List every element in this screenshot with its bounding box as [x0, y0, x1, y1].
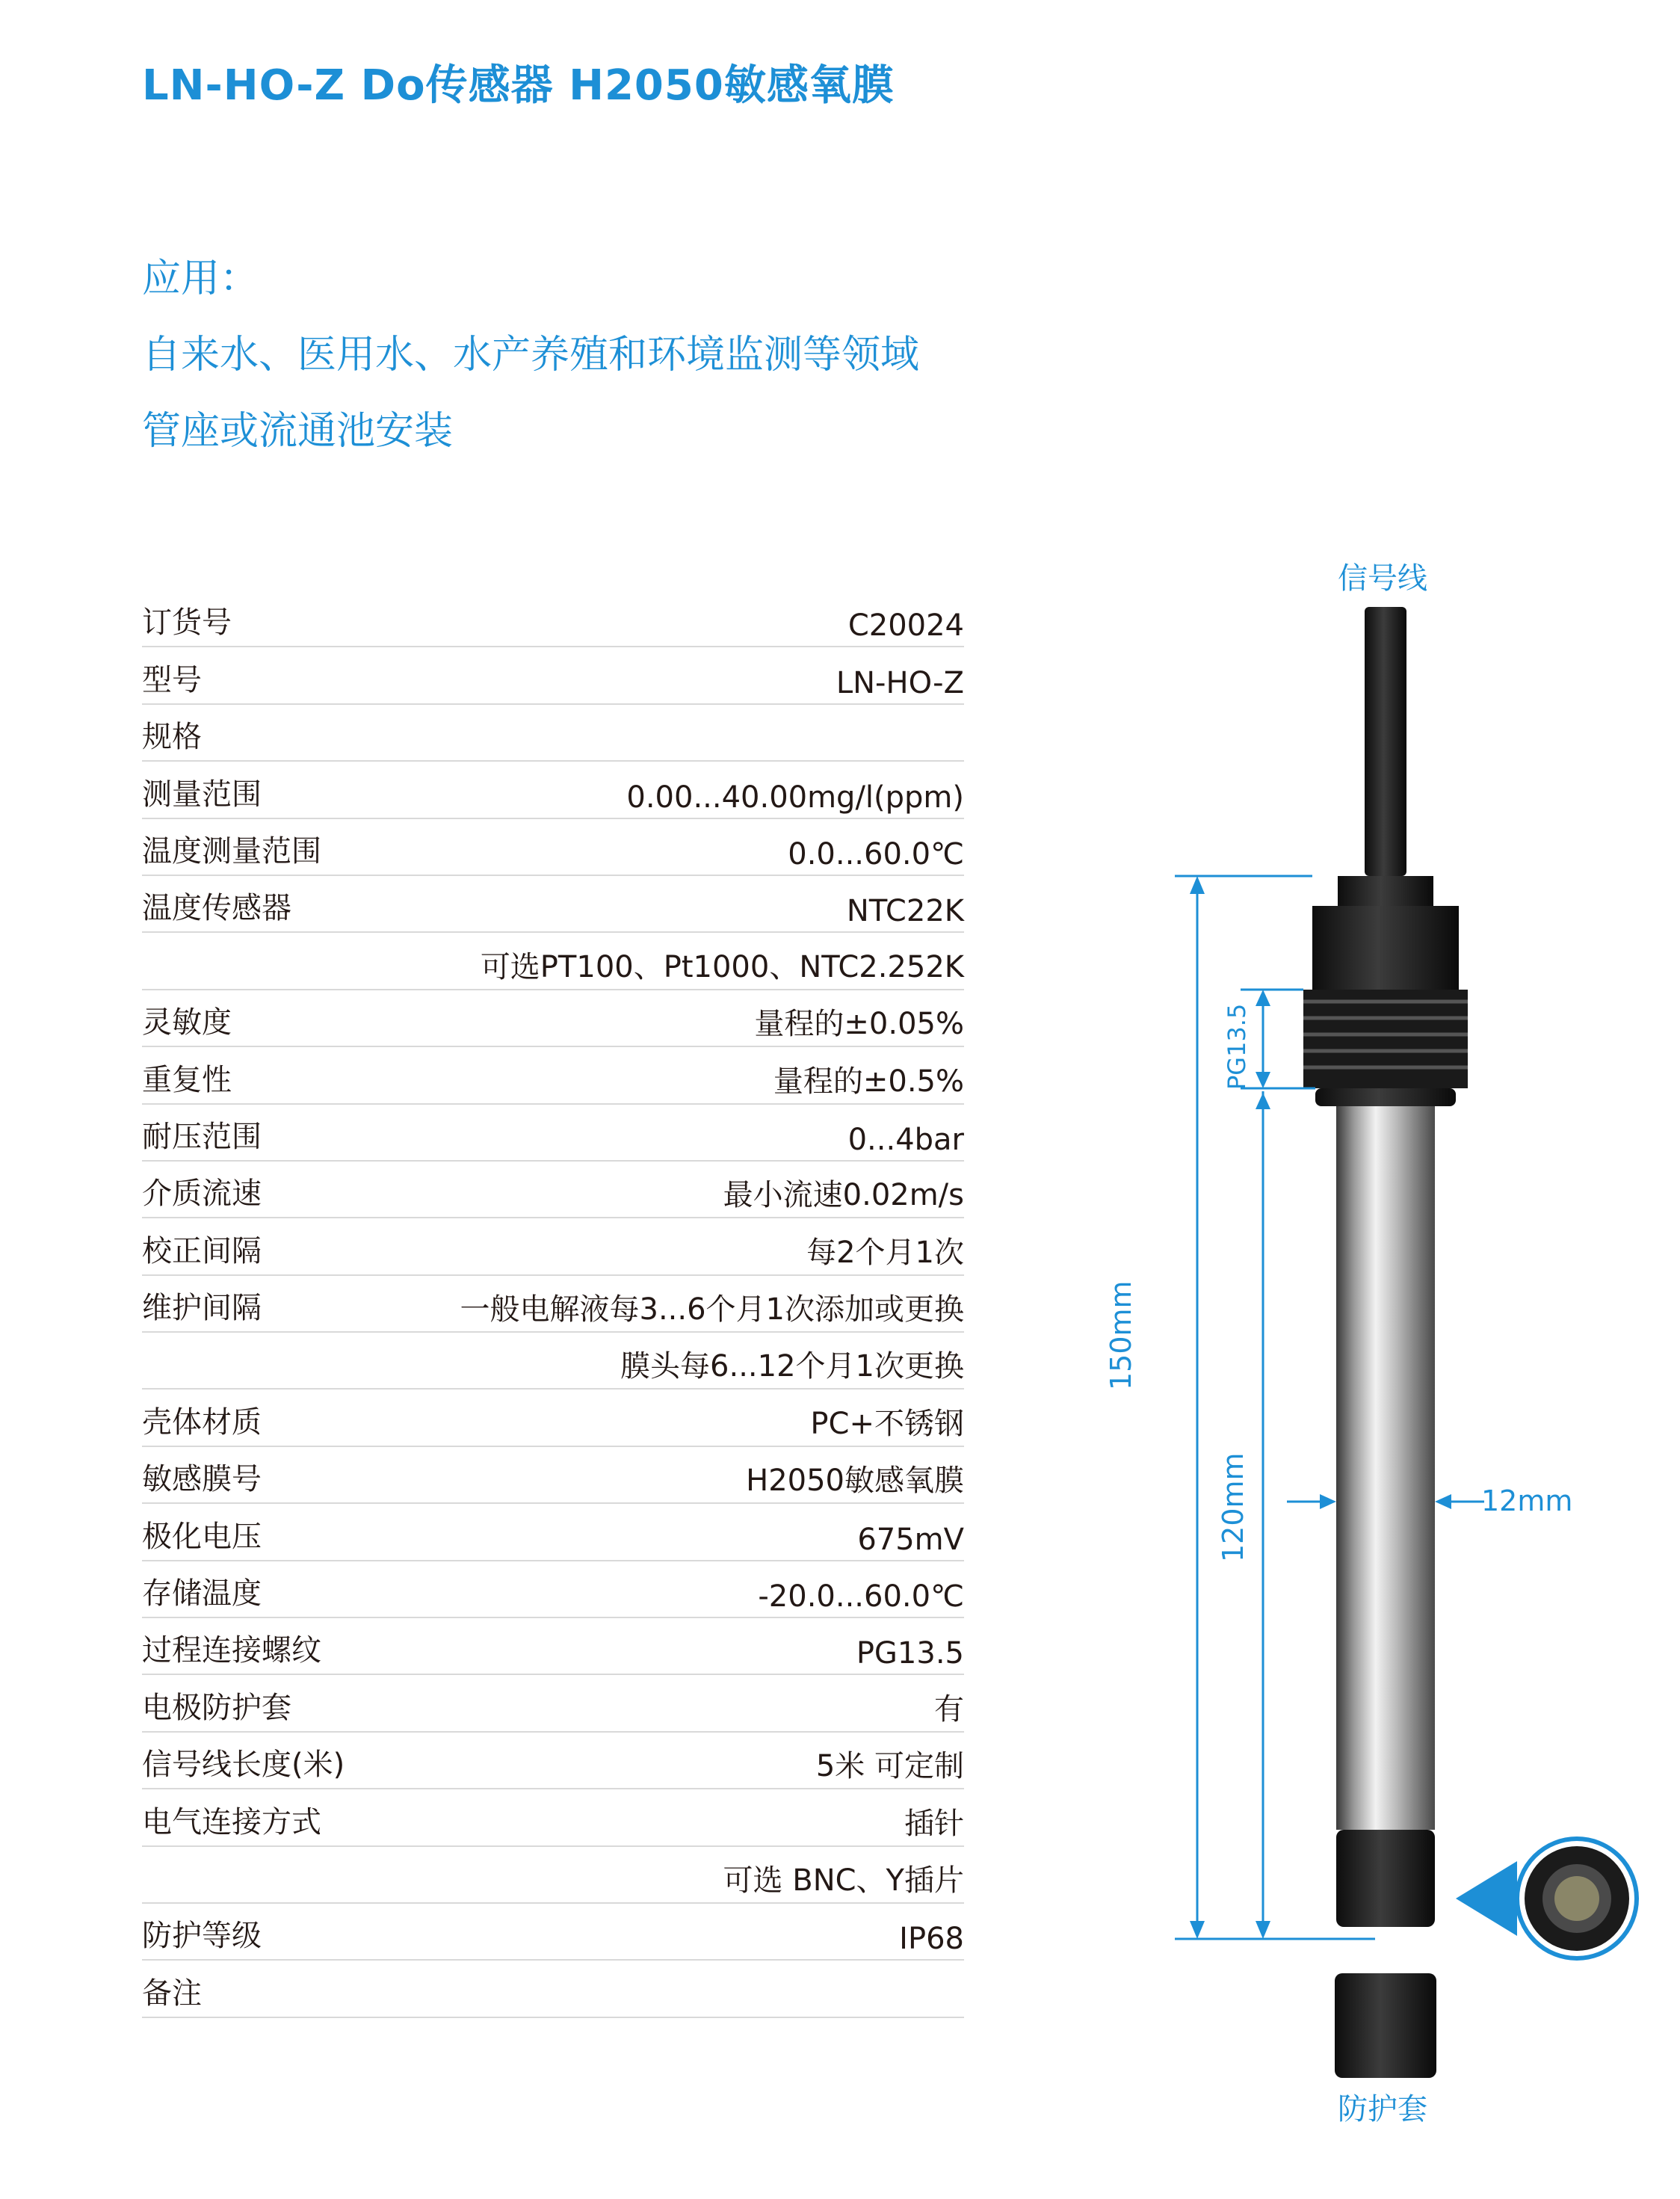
spec-key: 敏感膜号	[142, 1462, 262, 1497]
spec-value: 0...4bar	[847, 1122, 964, 1157]
signal-cable	[1365, 607, 1406, 876]
spec-value: 有	[934, 1691, 964, 1727]
spec-value: 675mV	[857, 1522, 964, 1557]
spec-value: 0.0...60.0℃	[788, 836, 964, 872]
spec-key: 规格	[142, 720, 202, 755]
spec-key: 重复性	[142, 1062, 232, 1097]
page-title: LN-HO-Z Do传感器 H2050敏感氧膜	[142, 61, 895, 110]
spec-value: 量程的±0.05%	[754, 1007, 964, 1042]
spec-key: 电气连接方式	[142, 1804, 321, 1839]
spec-value: C20024	[847, 608, 964, 644]
diameter-label: 12mm	[1481, 1484, 1573, 1517]
spec-value: 每2个月1次	[806, 1235, 964, 1270]
spec-value: NTC22K	[846, 894, 964, 929]
spec-key: 信号线长度(米)	[142, 1748, 345, 1783]
spec-value: 膜头每6...12个月1次更换	[620, 1349, 964, 1384]
application-heading: 应用：	[142, 256, 259, 301]
spec-key: 过程连接螺纹	[142, 1633, 321, 1668]
spec-key: 测量范围	[142, 777, 262, 812]
spec-value: H2050敏感氧膜	[746, 1464, 964, 1499]
spec-key: 维护间隔	[142, 1291, 262, 1326]
membrane-detail	[1456, 1839, 1637, 1958]
signal-wire-label: 信号线	[1338, 561, 1427, 596]
application-line-2: 管座或流通池安装	[142, 409, 454, 454]
spec-value: 可选 BNC、Y插片	[723, 1863, 964, 1898]
spec-value: 量程的±0.5%	[773, 1064, 964, 1099]
hex-nut	[1312, 906, 1459, 990]
thread	[1303, 990, 1468, 1088]
steel-shaft	[1336, 1106, 1435, 1830]
spec-value: -20.0...60.0℃	[758, 1579, 964, 1614]
spec-key: 校正间隔	[142, 1233, 262, 1268]
spec-key: 备注	[142, 1976, 202, 2011]
spec-value: 插针	[904, 1806, 964, 1841]
spec-value: PC+不锈钢	[810, 1406, 964, 1441]
thread-label: PG13.5	[1223, 1003, 1251, 1090]
spec-key: 温度传感器	[142, 891, 291, 926]
spec-value: 可选PT100、Pt1000、NTC2.252K	[480, 949, 964, 984]
spec-value: 一般电解液每3...6个月1次添加或更换	[460, 1292, 964, 1327]
membrane-head	[1336, 1830, 1435, 1927]
spec-value: 最小流速0.02m/s	[723, 1178, 964, 1213]
spec-value: LN-HO-Z	[836, 665, 964, 700]
o-ring	[1315, 1088, 1456, 1106]
application-line-1: 自来水、医用水、水产养殖和环境监测等领域	[142, 333, 920, 377]
spec-key: 电极防护套	[142, 1690, 291, 1725]
spec-key: 耐压范围	[142, 1119, 262, 1154]
spec-value: 5米 可定制	[815, 1749, 964, 1784]
spec-key: 温度测量范围	[142, 833, 321, 869]
spec-key: 订货号	[142, 605, 232, 641]
protective-cap	[1335, 1973, 1436, 2078]
spec-key: 存储温度	[142, 1576, 262, 1612]
spec-key: 介质流速	[142, 1176, 262, 1212]
spec-value: 0.00...40.00mg/l(ppm)	[626, 780, 964, 815]
shaft-length-label: 120mm	[1217, 1452, 1250, 1562]
spec-key: 灵敏度	[142, 1005, 232, 1040]
spec-key: 防护等级	[142, 1919, 262, 1954]
cable-gland	[1338, 876, 1433, 906]
spec-key: 壳体材质	[142, 1404, 262, 1440]
spec-value: PG13.5	[856, 1636, 964, 1671]
spec-value: IP68	[899, 1922, 964, 1957]
spec-key: 极化电压	[142, 1519, 262, 1554]
spec-key: 型号	[142, 662, 202, 697]
total-length-label: 150mm	[1105, 1280, 1137, 1390]
protective-cap-label: 防护套	[1338, 2092, 1427, 2126]
